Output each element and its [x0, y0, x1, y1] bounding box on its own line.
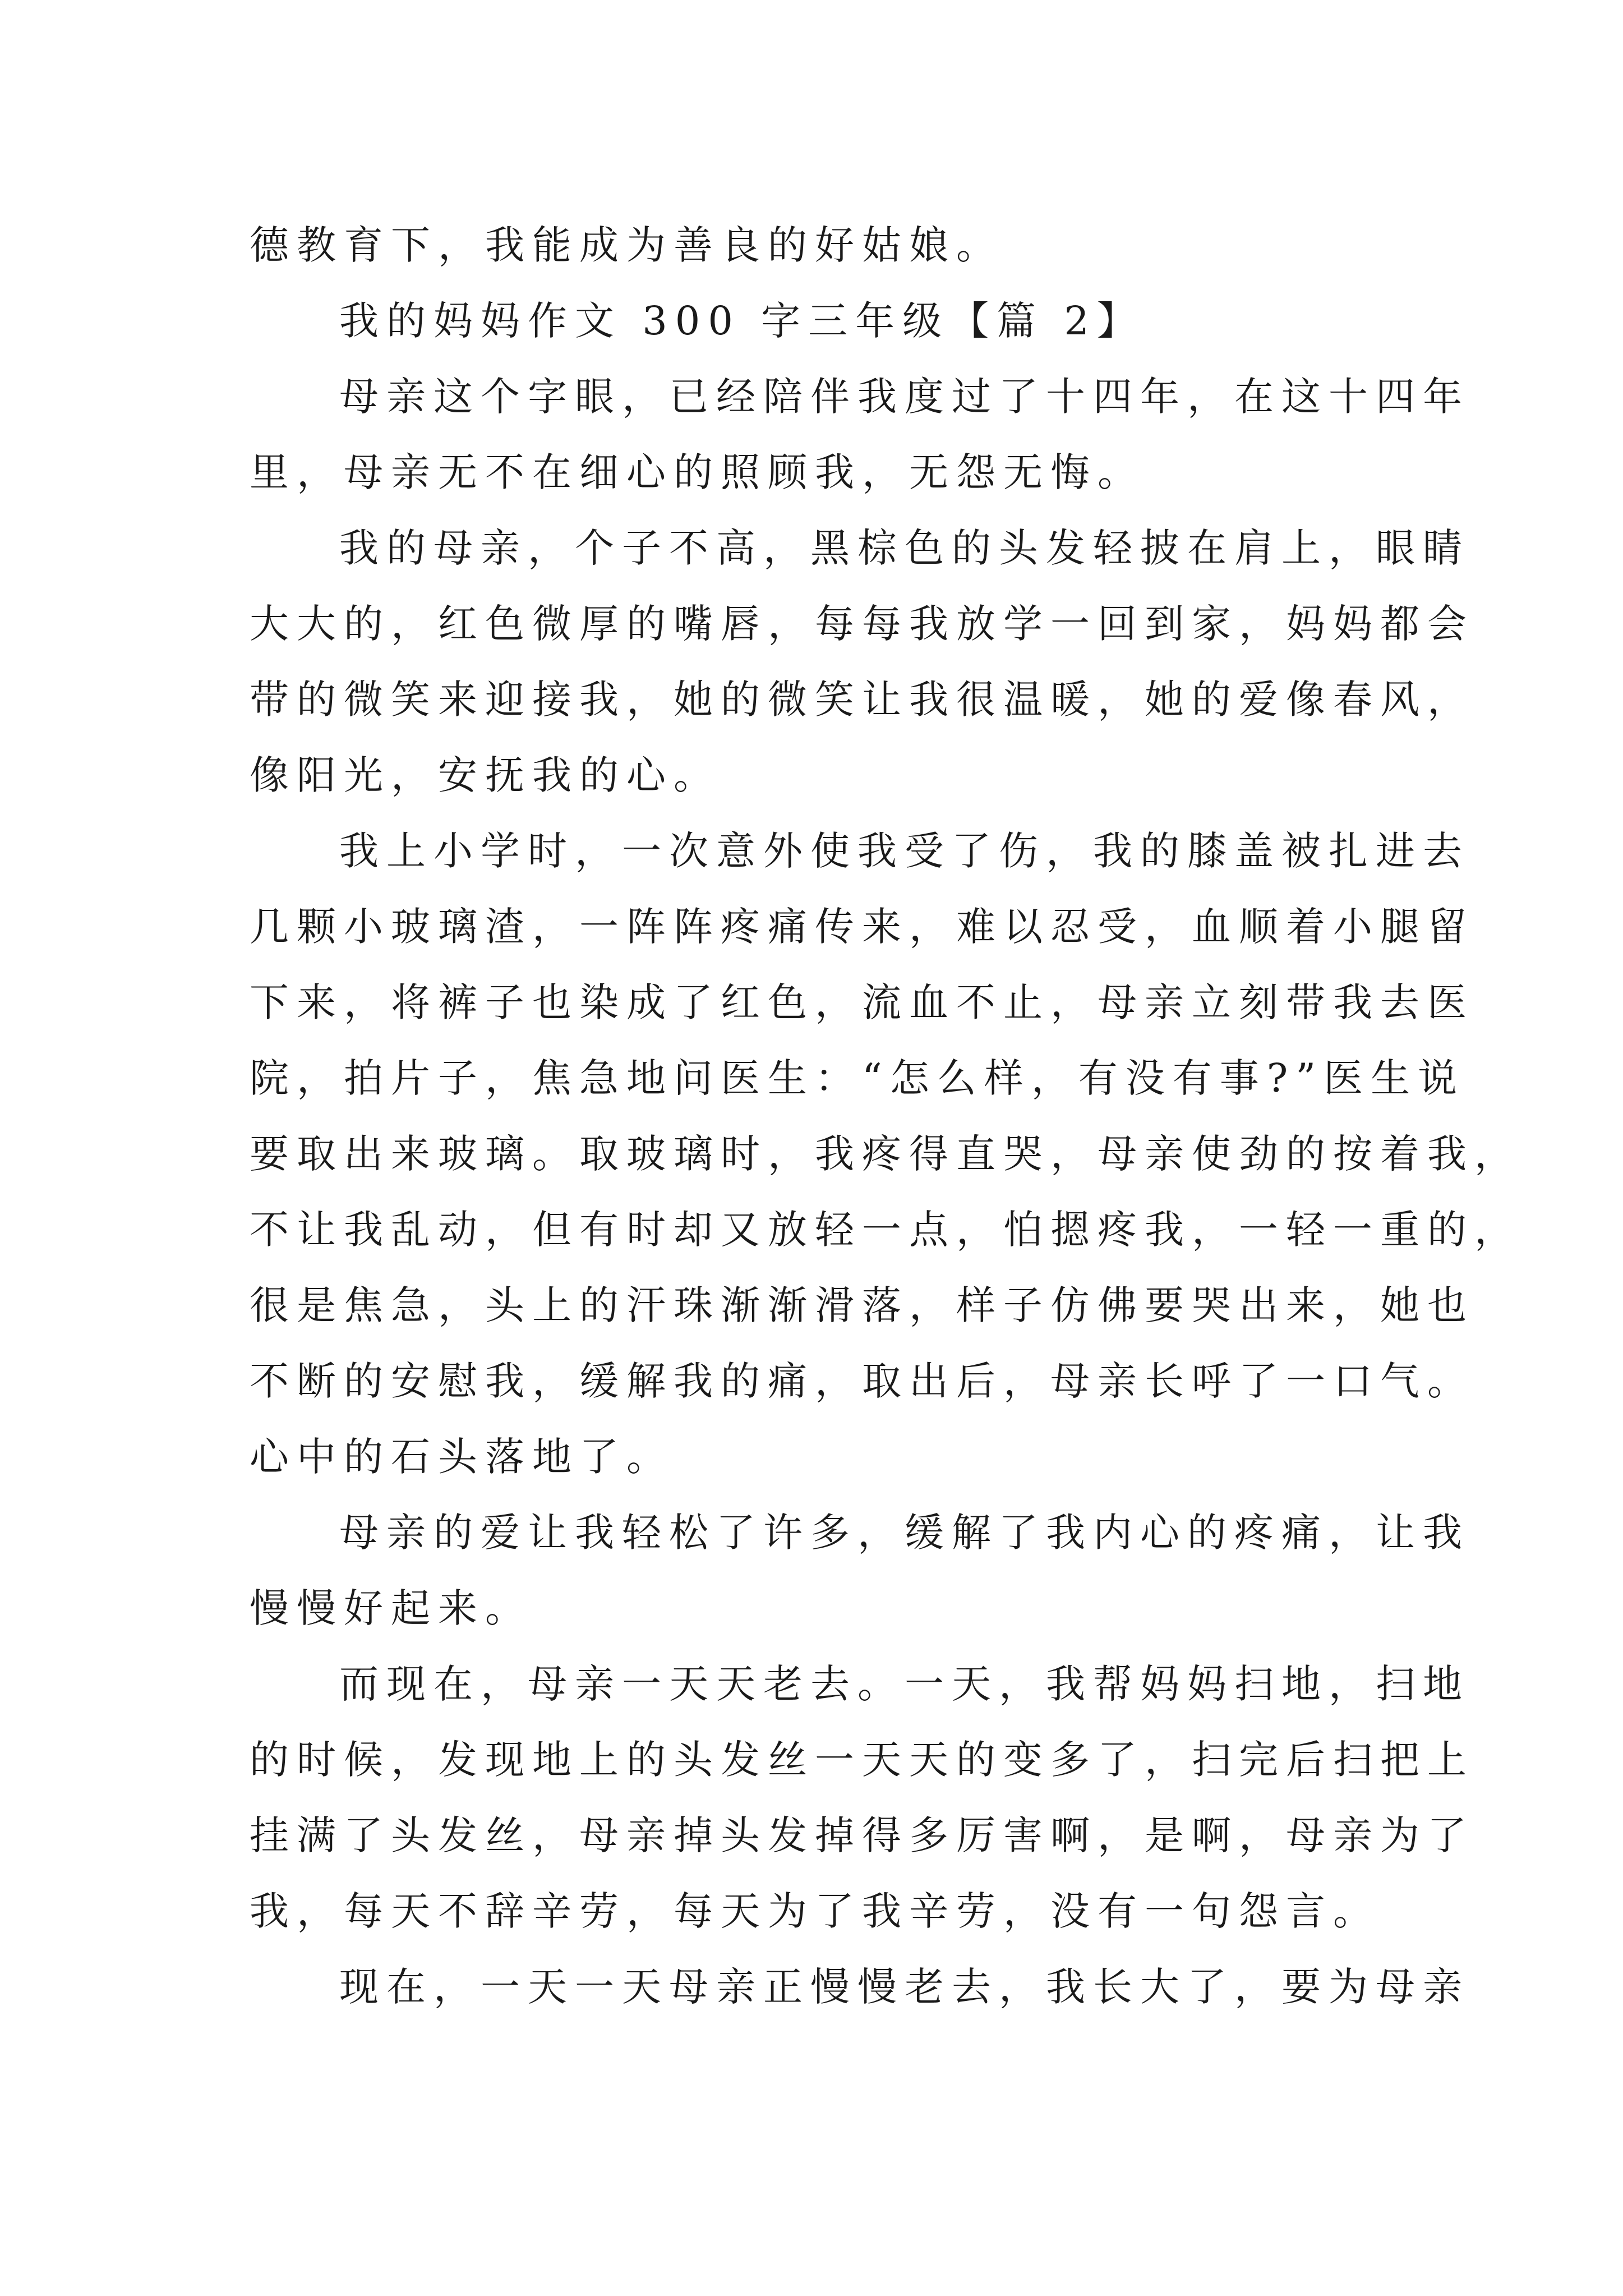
text-line: 德教育下，我能成为善良的好姑娘。	[250, 222, 1003, 268]
text-line: 像阳光，安抚我的心。	[250, 752, 721, 798]
text-line: 母亲这个字眼，已经陪伴我度过了十四年，在这十四年	[339, 374, 1470, 420]
text-line: 下来，将裤子也染成了红色，流血不止，母亲立刻带我去医	[250, 979, 1474, 1025]
text-line: 大大的，红色微厚的嘴唇，每每我放学一回到家，妈妈都会	[250, 601, 1474, 647]
text-line: 几颗小玻璃渣，一阵阵疼痛传来，难以忍受，血顺着小腿留	[250, 904, 1474, 950]
text-line: 慢慢好起来。	[250, 1585, 532, 1631]
text-line: 不让我乱动，但有时却又放轻一点，怕摁疼我，一轻一重的，	[250, 1207, 1521, 1253]
text-line: 的时候，发现地上的头发丝一天天的变多了，扫完后扫把上	[250, 1737, 1474, 1783]
text-line: 现在，一天一天母亲正慢慢老去，我长大了，要为母亲	[339, 1964, 1470, 2010]
text-line: 我上小学时，一次意外使我受了伤，我的膝盖被扎进去	[339, 828, 1470, 874]
section-heading: 我的妈妈作文 300 字三年级【篇 2】	[339, 298, 1144, 344]
text-line: 要取出来玻璃。取玻璃时，我疼得直哭，母亲使劲的按着我，	[250, 1131, 1521, 1177]
text-line: 院，拍片子，焦急地问医生：“怎么样，有没有事?”医生说	[250, 1055, 1465, 1101]
essay-text	[250, 208, 1521, 2025]
text-line: 带的微笑来迎接我，她的微笑让我很温暖，她的爱像春风，	[250, 677, 1474, 723]
text-line: 我，每天不辞辛劳，每天为了我辛劳，没有一句怨言。	[250, 1888, 1380, 1934]
text-line: 心中的石头落地了。	[250, 1434, 674, 1480]
text-line: 不断的安慰我，缓解我的痛，取出后，母亲长呼了一口气。	[250, 1358, 1474, 1404]
text-line: 挂满了头发丝，母亲掉头发掉得多厉害啊，是啊，母亲为了	[250, 1812, 1474, 1858]
text-line: 母亲的爱让我轻松了许多，缓解了我内心的疼痛，让我	[339, 1510, 1470, 1556]
text-line: 我的母亲，个子不高，黑棕色的头发轻披在肩上，眼睛	[339, 525, 1470, 571]
text-line: 而现在，母亲一天天老去。一天，我帮妈妈扫地，扫地	[339, 1661, 1470, 1707]
text-line: 很是焦急，头上的汗珠渐渐滑落，样子仿佛要哭出来，她也	[250, 1282, 1474, 1328]
text-line: 里，母亲无不在细心的照顾我，无怨无悔。	[250, 449, 1145, 495]
